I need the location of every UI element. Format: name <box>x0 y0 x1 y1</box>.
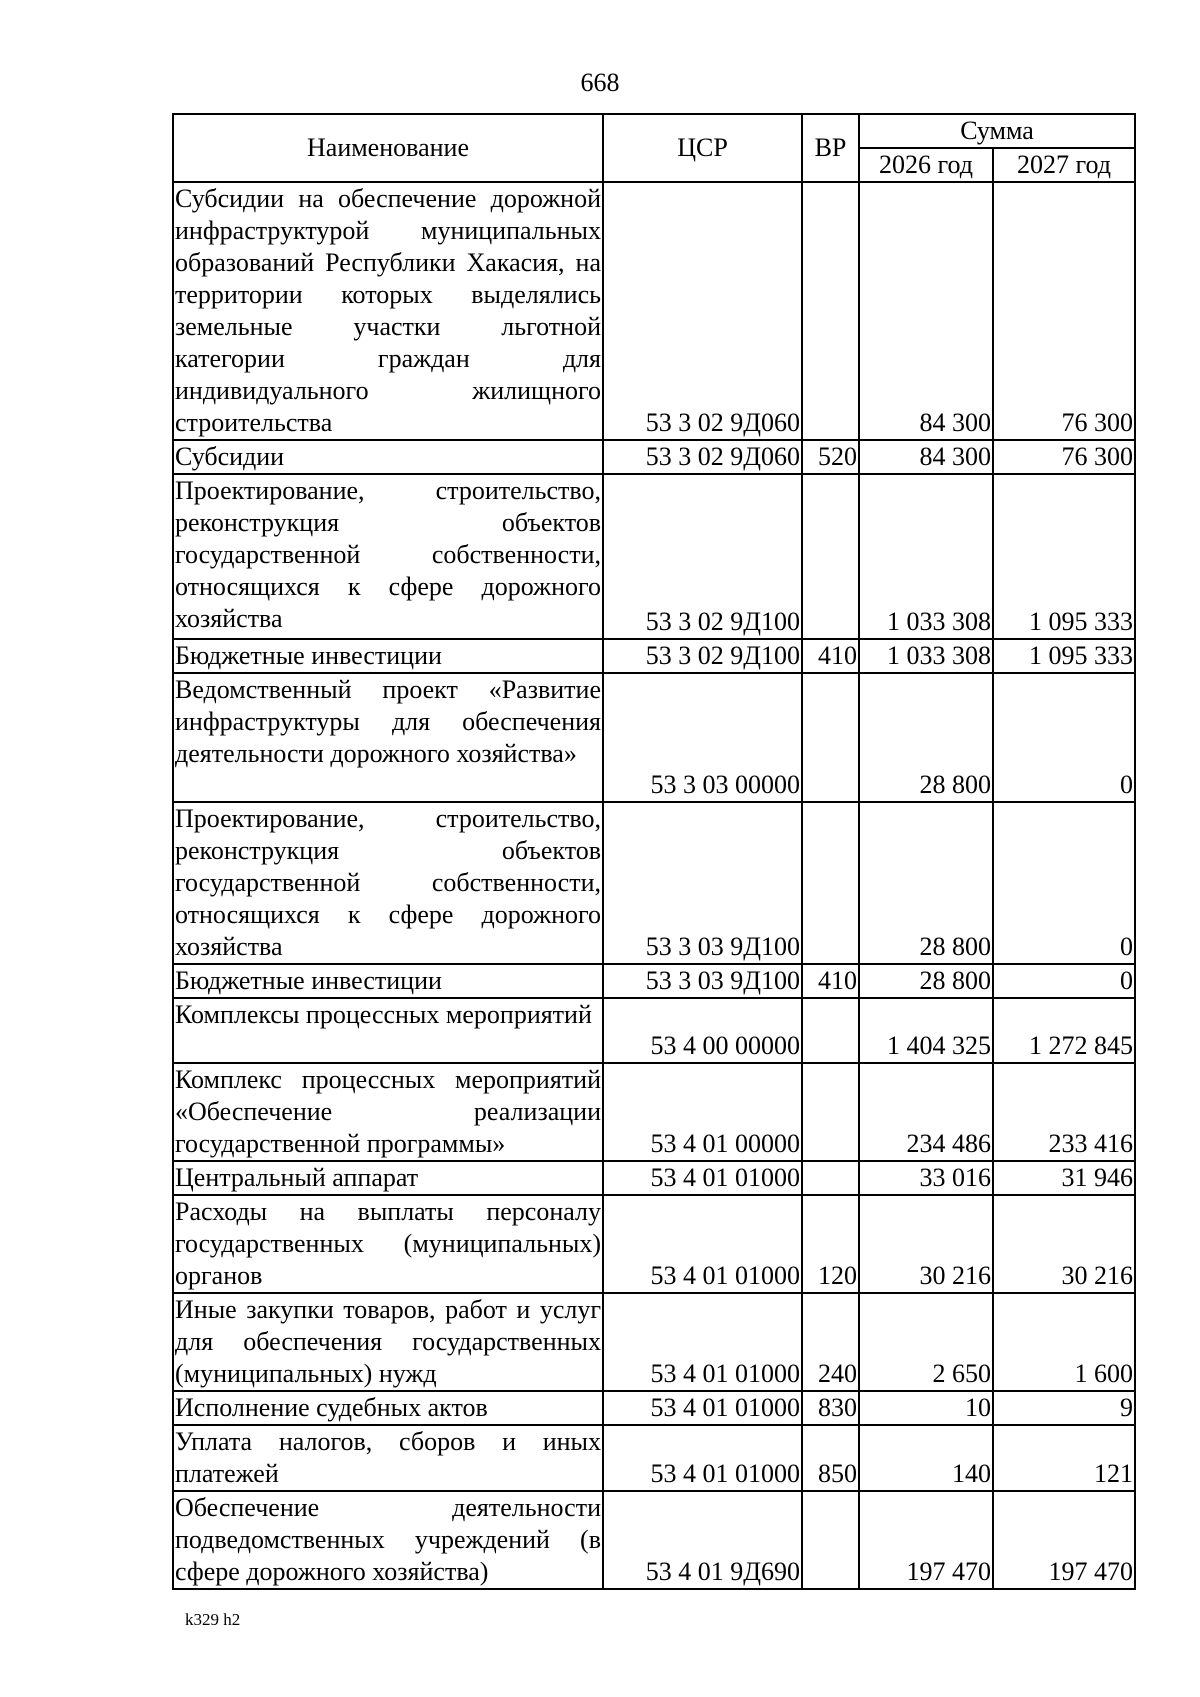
row-name: Центральный аппарат <box>173 1161 603 1195</box>
row-csr: 53 4 01 9Д690 <box>603 1491 802 1589</box>
table-row <box>173 1491 1135 1589</box>
table-row <box>173 440 1135 474</box>
header-name: Наименование <box>173 114 603 182</box>
row-amount-2027: 0 <box>993 802 1135 964</box>
row-amount-2027: 76 300 <box>993 182 1135 440</box>
budget-table <box>172 113 1136 1590</box>
table-row <box>173 998 1135 1063</box>
row-amount-2026: 84 300 <box>859 182 993 440</box>
footer-code: k329 h2 <box>185 1610 241 1629</box>
row-name: Иные закупки товаров, работ и услуг для обеспечения государственных (муниципальных) нужд <box>173 1293 603 1391</box>
row-csr: 53 3 02 9Д060 <box>603 440 802 474</box>
row-amount-2026: 140 <box>859 1425 993 1491</box>
page-number: 668 <box>580 68 620 97</box>
table-row <box>173 1195 1135 1293</box>
row-csr: 53 4 01 01000 <box>603 1425 802 1491</box>
row-vr <box>802 1063 859 1161</box>
table-row <box>173 673 1135 802</box>
row-vr: 850 <box>802 1425 859 1491</box>
row-name: Бюджетные инвестиции <box>173 964 603 998</box>
row-csr: 53 3 02 9Д100 <box>603 474 802 639</box>
row-csr: 53 4 00 00000 <box>603 998 802 1063</box>
row-name: Субсидии <box>173 440 603 474</box>
row-name: Проектирование, строительство, реконструкция объектов государственной собственности, относящихся к сфере дорожного хозяйства <box>173 474 603 639</box>
row-csr: 53 4 01 00000 <box>603 1063 802 1161</box>
row-name: Бюджетные инвестиции <box>173 639 603 673</box>
row-vr <box>802 673 859 802</box>
row-csr: 53 3 03 9Д100 <box>603 802 802 964</box>
row-vr <box>802 474 859 639</box>
row-vr: 520 <box>802 440 859 474</box>
row-vr: 410 <box>802 964 859 998</box>
row-amount-2026: 1 033 308 <box>859 639 993 673</box>
row-name: Субсидии на обеспечение дорожной инфраструктурой муниципальных образований Республики Хакасия, на территории которых выделялись земельные участки льготной категории граждан для индивидуального жилищного строительства <box>173 182 603 440</box>
row-amount-2027: 76 300 <box>993 440 1135 474</box>
row-amount-2027: 31 946 <box>993 1161 1135 1195</box>
table-row <box>173 1391 1135 1425</box>
row-amount-2026: 234 486 <box>859 1063 993 1161</box>
row-amount-2027: 0 <box>993 673 1135 802</box>
table-row <box>173 802 1135 964</box>
row-csr: 53 4 01 01000 <box>603 1391 802 1425</box>
row-amount-2027: 1 095 333 <box>993 639 1135 673</box>
header-year-2026: 2026 год <box>859 148 993 182</box>
row-vr <box>802 1161 859 1195</box>
table-row <box>173 639 1135 673</box>
row-vr: 830 <box>802 1391 859 1425</box>
row-amount-2026: 28 800 <box>859 964 993 998</box>
row-amount-2027: 0 <box>993 964 1135 998</box>
row-vr <box>802 998 859 1063</box>
row-amount-2026: 197 470 <box>859 1491 993 1589</box>
row-vr <box>802 182 859 440</box>
table-row <box>173 1161 1135 1195</box>
row-name: Комплексы процессных мероприятий <box>173 998 603 1063</box>
row-amount-2026: 2 650 <box>859 1293 993 1391</box>
header-sum: Сумма <box>859 114 1135 148</box>
row-vr <box>802 802 859 964</box>
row-name: Исполнение судебных актов <box>173 1391 603 1425</box>
row-amount-2027: 1 272 845 <box>993 998 1135 1063</box>
table-row <box>173 1425 1135 1491</box>
row-amount-2026: 1 033 308 <box>859 474 993 639</box>
row-amount-2026: 1 404 325 <box>859 998 993 1063</box>
row-vr: 410 <box>802 639 859 673</box>
row-amount-2026: 10 <box>859 1391 993 1425</box>
row-amount-2027: 121 <box>993 1425 1135 1491</box>
header-year-2027: 2027 год <box>993 148 1135 182</box>
row-csr: 53 4 01 01000 <box>603 1161 802 1195</box>
row-name: Обеспечение деятельности подведомственных учреждений (в сфере дорожного хозяйства) <box>173 1491 603 1589</box>
row-name: Уплата налогов, сборов и иных платежей <box>173 1425 603 1491</box>
row-amount-2027: 9 <box>993 1391 1135 1425</box>
row-amount-2027: 1 600 <box>993 1293 1135 1391</box>
row-amount-2026: 28 800 <box>859 673 993 802</box>
row-csr: 53 3 03 9Д100 <box>603 964 802 998</box>
header-csr: ЦСР <box>603 114 802 182</box>
row-csr: 53 4 01 01000 <box>603 1195 802 1293</box>
row-amount-2027: 1 095 333 <box>993 474 1135 639</box>
row-amount-2027: 30 216 <box>993 1195 1135 1293</box>
row-csr: 53 3 02 9Д100 <box>603 639 802 673</box>
row-amount-2026: 30 216 <box>859 1195 993 1293</box>
table-row <box>173 182 1135 440</box>
row-csr: 53 4 01 01000 <box>603 1293 802 1391</box>
row-name: Комплекс процессных мероприятий «Обеспечение реализации государственной программы» <box>173 1063 603 1161</box>
table-row <box>173 474 1135 639</box>
row-vr: 120 <box>802 1195 859 1293</box>
row-amount-2026: 28 800 <box>859 802 993 964</box>
header-vr: ВР <box>802 114 859 182</box>
table-row <box>173 1063 1135 1161</box>
row-name: Расходы на выплаты персоналу государственных (муниципальных) органов <box>173 1195 603 1293</box>
row-vr <box>802 1491 859 1589</box>
row-amount-2027: 233 416 <box>993 1063 1135 1161</box>
row-csr: 53 3 02 9Д060 <box>603 182 802 440</box>
row-amount-2026: 33 016 <box>859 1161 993 1195</box>
table-body <box>173 182 1135 1589</box>
table-row <box>173 964 1135 998</box>
row-name: Проектирование, строительство, реконструкция объектов государственной собственности, относящихся к сфере дорожного хозяйства <box>173 802 603 964</box>
row-amount-2026: 84 300 <box>859 440 993 474</box>
row-name: Ведомственный проект «Развитие инфраструктуры для обеспечения деятельности дорожного хозяйства» <box>173 673 603 802</box>
row-csr: 53 3 03 00000 <box>603 673 802 802</box>
row-amount-2027: 197 470 <box>993 1491 1135 1589</box>
table-row <box>173 1293 1135 1391</box>
row-vr: 240 <box>802 1293 859 1391</box>
